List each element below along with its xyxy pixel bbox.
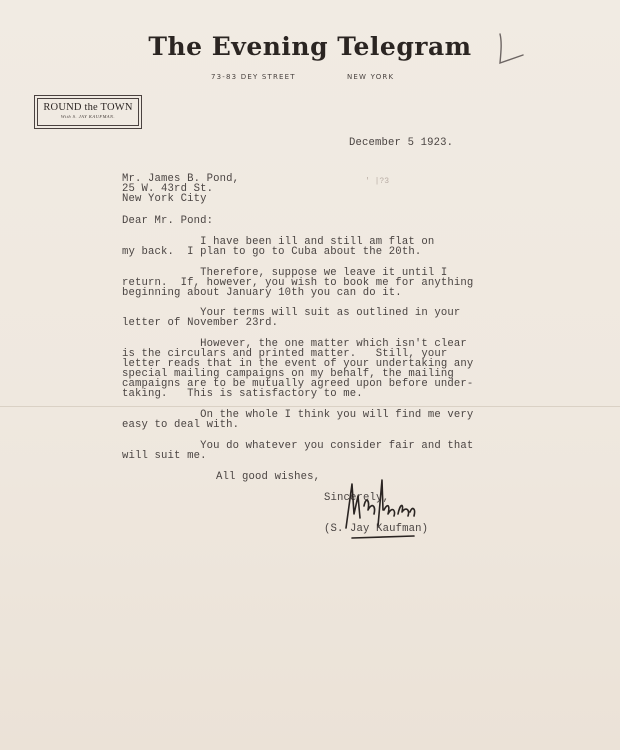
recipient-name: Mr. James B. Pond,: [122, 173, 240, 185]
letterhead-city: NEW YORK: [347, 73, 395, 81]
body-line: letter of November 23rd.: [122, 317, 279, 329]
body-line: return. If, however, you wish to book me for anything: [122, 277, 474, 289]
recipient-street: 25 W. 43rd St.: [122, 183, 214, 195]
body-line: campaigns are to be mutually agreed upon before under-: [122, 378, 474, 390]
body-line: letter reads that in the event of your undertaking any: [122, 358, 474, 370]
body-line: I have been ill and still am flat on: [122, 236, 435, 248]
round-the-town-box: [34, 95, 142, 129]
body-line: However, the one matter which isn't clear: [122, 338, 467, 350]
letterhead-street: 73-83 DEY STREET: [211, 73, 296, 81]
body-line: Therefore, suppose we leave it until I: [122, 267, 448, 279]
body-line: is the circulars and printed matter. Still, your: [122, 348, 448, 360]
body-line: On the whole I think you will find me very: [122, 409, 474, 421]
body-line: my back. I plan to go to Cuba about the 20th.: [122, 246, 422, 258]
body-line: easy to deal with.: [122, 419, 240, 431]
handwritten-l-mark: [497, 32, 527, 66]
column-title: ROUND the TOWN: [43, 102, 133, 113]
salutation: Dear Mr. Pond:: [122, 215, 214, 227]
body-line: special mailing campaigns on my behalf, the mailing: [122, 368, 454, 380]
faint-stamp-mark: ' |?3: [365, 177, 390, 186]
body-line: will suit me.: [122, 450, 207, 462]
newspaper-masthead: The Evening Telegram: [148, 32, 472, 61]
recipient-city: New York City: [122, 193, 207, 205]
body-line: Your terms will suit as outlined in your: [122, 307, 461, 319]
closing-sincerely: Sincerely,: [324, 492, 390, 504]
fold-line: [0, 406, 620, 407]
body-line: You do whatever you consider fair and that: [122, 440, 474, 452]
body-line: taking. This is satisfactory to me.: [122, 388, 363, 400]
column-byline: With S. JAY KAUFMAN.: [60, 114, 116, 119]
closing-wishes: All good wishes,: [216, 471, 321, 483]
body-line: beginning about January 10th you can do it.: [122, 287, 402, 299]
letter-date: December 5 1923.: [349, 137, 454, 149]
handwritten-signature: [338, 466, 428, 546]
typed-name: (S. Jay Kaufman): [324, 523, 429, 535]
